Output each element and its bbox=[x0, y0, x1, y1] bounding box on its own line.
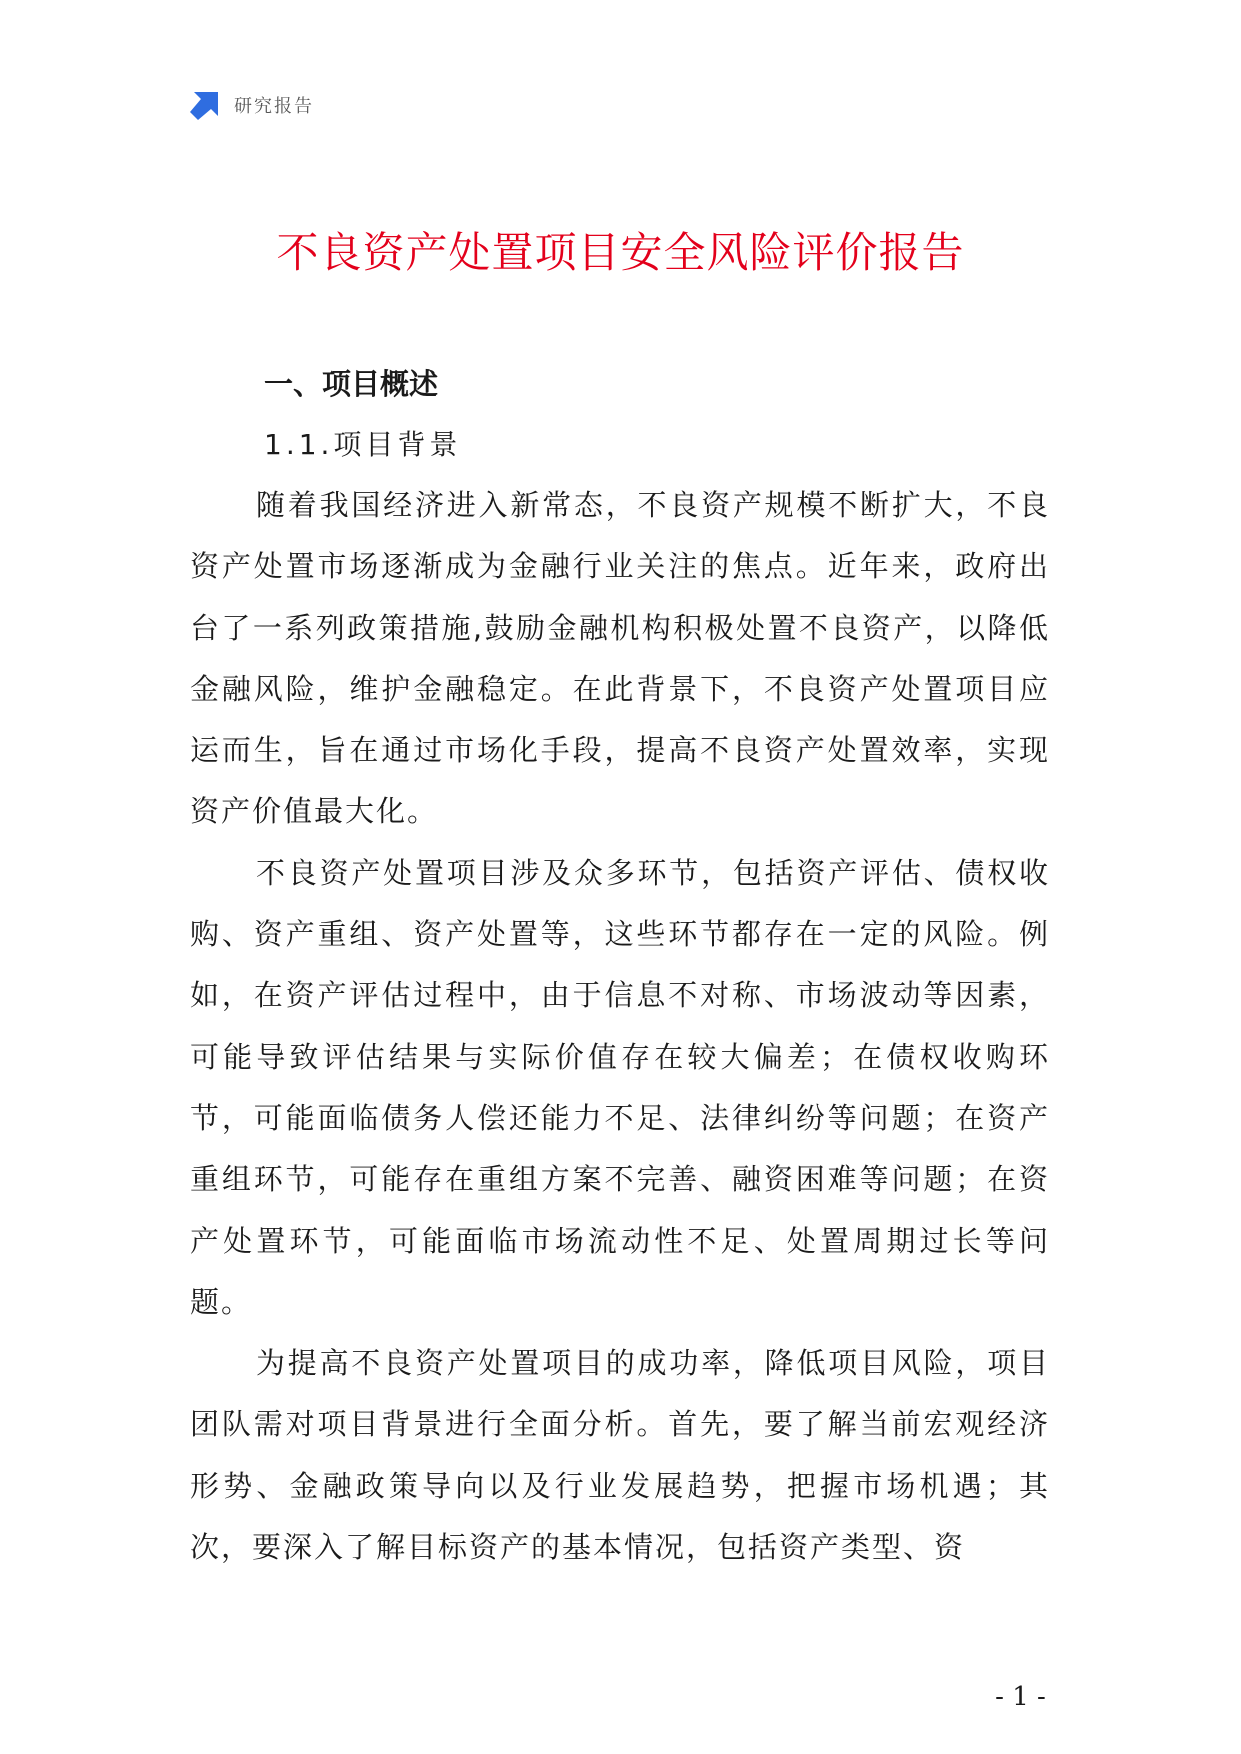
page-number: - 1 - bbox=[995, 1682, 1046, 1712]
document-body bbox=[190, 475, 1050, 1578]
arrow-up-right-logo-icon bbox=[190, 90, 220, 120]
document-title: 不良资产处置项目安全风险评价报告 bbox=[276, 228, 965, 277]
report-header bbox=[190, 90, 314, 120]
paragraph-1: 随着我国经济进入新常态，不良资产规模不断扩大，不良资产处置市场逐渐成为金融行业关注的焦点。近年来，政府出台了一系列政策措施,鼓励金融机构积极处置不良资产，以降低金融风险，维护金融稳定。在此背景下，不良资产处置项目应运而生，旨在通过市场化手段，提高不良资产处置效率，实现资产价值最大化。 bbox=[190, 488, 1050, 829]
section-heading: 一、项目概述 bbox=[264, 367, 439, 401]
subsection-heading: 1.1.项目背景 bbox=[264, 428, 462, 461]
paragraph-2: 不良资产处置项目涉及众多环节，包括资产评估、债权收购、资产重组、资产处置等，这些环节都存在一定的风险。例如，在资产评估过程中，由于信息不对称、市场波动等因素，可能导致评估结果与实际价值存在较大偏差；在债权收购环节，可能面临债务人偿还能力不足、法律纠纷等问题；在资产重组环节，可能存在重组方案不完善、融资困难等问题；在资产处置环节，可能面临市场流动性不足、处置周期过长等问题。 bbox=[190, 855, 1050, 1319]
header-label: 研究报告 bbox=[234, 96, 314, 117]
paragraph-3: 为提高不良资产处置项目的成功率，降低项目风险，项目团队需对项目背景进行全面分析。首先，要了解当前宏观经济形势、金融政策导向以及行业发展趋势，把握市场机遇；其次，要深入了解目标资产的基本情况，包括资产类型、资 bbox=[190, 1346, 1050, 1565]
